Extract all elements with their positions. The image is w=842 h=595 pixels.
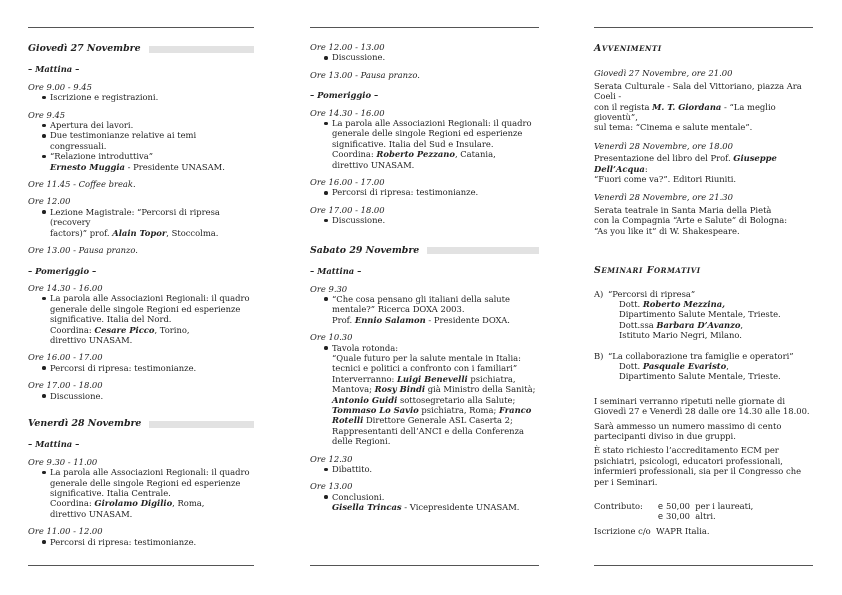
seminar-a: A) “Percorsi di ripresa” Dott. Roberto Mezzina, Dipartimento Salute Mentale, Trieste. Dott.ssa Barbara D’Avanzo, Istituto Mario Negri, Milano.: [594, 288, 781, 341]
speaker-name: Ernesto Muggia: [50, 161, 125, 172]
top-rule-left: [28, 27, 254, 28]
ecm-note: È stato richiesto l’accreditamento ECM per psichiatri, psicologi, educatori professionali, infermieri professionali, sia per il Congresso che per i Seminari.: [594, 445, 802, 487]
agenda-item: Lezione Magistrale: “Percorsi di ripresa (recovery factors)” prof. Alain Topor, Stoccolma.: [50, 207, 254, 238]
agenda-list: [310, 343, 539, 447]
time-slot: Ore 14.30 - 16.00: [310, 107, 385, 118]
agenda-item: Tavola rotonda: “Quale futuro per la salute mentale in Italia: tecnici e politici a confronto con i familiari” Interverranno: Luigi Benevelli psichiatra, Mantova; Rosy Bindi già Ministro della Sanità; Antonio Guidi sottosegretario alla Salute; Tommaso Lo Savio psichiatra, Roma; Franco Rotelli Direttore Generale ASL Caserta 2; Rappresentanti dell’ANCI e della Conferenza delle Regioni.: [332, 343, 539, 447]
speaker-name: Rosy Bindi: [374, 384, 426, 395]
agenda-list: [28, 207, 254, 238]
speaker-name: Franco: [498, 404, 532, 415]
agenda-list: [310, 215, 539, 225]
time-slot: Ore 9.45: [28, 109, 66, 120]
agenda-list: [310, 492, 539, 513]
program-column-1: [28, 44, 254, 547]
time-slot: Ore 13.00 - Pausa pranzo.: [28, 245, 138, 256]
speaker-name: Gisella Trincas: [332, 502, 402, 513]
agenda-list: [310, 294, 539, 325]
euro-symbol: e: [657, 501, 663, 511]
seminar-schedule-note: I seminari verranno ripetuti nelle giornate di Giovedì 27 e Venerdì 28 dalle ore 14.30 alle 18.00.: [594, 395, 810, 417]
time-slot: Ore 11.00 - 12.00: [28, 526, 103, 537]
time-slot: Ore 13.00: [310, 481, 353, 492]
fee-graduates: 50,00 per i laureati,: [666, 501, 754, 511]
day-heading-bar: [427, 247, 539, 254]
agenda-item: “Relazione introduttiva” Ernesto Muggia - Presidente UNASAM.: [50, 151, 254, 172]
speaker-name: Roberto Mezzina,: [642, 298, 726, 309]
agenda-item: Discussione.: [50, 391, 254, 401]
day-heading-thursday: Giovedì 27 Novembre: [28, 44, 254, 54]
bottom-rule-middle: [310, 565, 539, 566]
time-slot: Ore 14.30 - 16.00: [28, 282, 103, 293]
session-label: – Mattina –: [28, 64, 80, 75]
speaker-name: Barbara D’Avanzo: [656, 319, 741, 330]
agenda-list: [28, 293, 254, 345]
agenda-item: Dibattito.: [332, 464, 539, 474]
speaker-name: Luigi Benevelli: [397, 373, 468, 384]
bottom-rule-left: [28, 565, 254, 566]
speaker-name: Ennio Salamon: [354, 314, 426, 325]
event-description: Presentazione del libro del Prof. Giuseppe Dell’Acqua: “Fuori come va?”. Editori Riuniti.: [594, 153, 777, 185]
agenda-item: Conclusioni. Gisella Trincas - Vicepresidente UNASAM.: [332, 492, 539, 513]
time-slot: Ore 11.45 - Coffee break.: [28, 179, 136, 190]
fee-others: 30,00 altri.: [666, 511, 716, 522]
agenda-list: [310, 464, 539, 474]
time-slot: Ore 12.30: [310, 453, 353, 464]
agenda-item: La parola alle Associazioni Regionali: il quadro generale delle singole Regioni ed esperienze significative. Italia del Sud e Insulare. Coordina: Roberto Pezzano, Catania, direttivo UNASAM.: [332, 118, 539, 170]
session-label: – Mattina –: [28, 439, 80, 450]
top-rule-right: [594, 27, 813, 28]
time-slot: Ore 16.00 - 17.00: [28, 352, 103, 363]
seminar-b: B) “La collaborazione tra famiglie e operatori” Dott. Pasquale Evaristo, Dipartimento Salute Mentale, Trieste.: [594, 350, 794, 382]
events-heading: Avvenimenti: [594, 43, 662, 54]
speaker-name: Girolamo Digilio: [94, 498, 173, 509]
day-heading-bar: [149, 421, 254, 428]
registration-note: Iscrizione c/o WAPR Italia.: [594, 525, 710, 536]
day-heading-saturday: Sabato 29 Novembre: [310, 246, 539, 256]
agenda-list: [28, 537, 254, 547]
speaker-name: Giuseppe Dell’Acqua: [594, 153, 777, 174]
agenda-item: La parola alle Associazioni Regionali: il quadro generale delle singole Regioni ed esperienze significative. Italia Centrale. Coordina: Girolamo Digilio, Roma, direttivo UNASAM.: [50, 467, 254, 519]
speaker-name: Tommaso Lo Savio: [332, 404, 419, 415]
time-slot: Ore 13.00 - Pausa pranzo.: [310, 69, 420, 80]
session-label: – Mattina –: [310, 266, 362, 277]
agenda-item: Discussione.: [332, 215, 539, 225]
agenda-list: [28, 391, 254, 401]
program-column-2: [310, 42, 539, 513]
agenda-item: La parola alle Associazioni Regionali: il quadro generale delle singole Regioni ed esperienze significative. Italia del Nord. Coordina: Cesare Picco, Torino, direttivo UNASAM.: [50, 293, 254, 345]
euro-symbol: e: [657, 511, 663, 522]
info-column: [594, 44, 816, 536]
fee-label: Contributo:: [594, 501, 643, 511]
day-heading-bar: [149, 46, 254, 53]
event-description: Serata teatrale in Santa Maria della Pietà con la Compagnia “Arte e Salute” di Bologna: “As you like it” di W. Shakespeare.: [594, 204, 788, 236]
agenda-list: [28, 363, 254, 373]
seminars-heading: Seminari Formativi: [594, 265, 701, 277]
speaker-name: Antonio Guidi: [332, 394, 398, 405]
speaker-name: Alain Topor: [112, 227, 167, 238]
agenda-item: Percorsi di ripresa: testimonianze.: [50, 537, 254, 547]
time-slot: Ore 12.00: [28, 196, 71, 207]
agenda-item: Discussione.: [332, 52, 539, 62]
agenda-item: Due testimonianze relative ai temi congressuali.: [50, 130, 254, 151]
agenda-list: [28, 467, 254, 519]
agenda-item: Apertura dei lavori.: [50, 120, 254, 130]
speaker-name: Cesare Picco: [94, 324, 155, 335]
time-slot: Ore 10.30: [310, 332, 353, 343]
participants-note: Sarà ammesso un numero massimo di cento partecipanti diviso in due gruppi.: [594, 420, 782, 441]
time-slot: Ore 17.00 - 18.00: [310, 204, 385, 215]
speaker-name: M. T. Giordana: [652, 101, 722, 112]
time-slot: Ore 9.30 - 11.00: [28, 456, 98, 467]
agenda-list: [310, 52, 539, 62]
agenda-list: [310, 118, 539, 170]
bottom-rule-right: [594, 565, 813, 566]
session-label: – Pomeriggio –: [310, 90, 379, 101]
event-description: Serata Culturale - Sala del Vittoriano, piazza Ara Coeli - con il regista M. T. Giordana - “La meglio gioventù”, sul tema: “Cinema e salute mentale”.: [594, 80, 802, 133]
speaker-name: Roberto Pezzano: [376, 149, 455, 160]
event-date: Giovedì 27 Novembre, ore 21.00: [594, 68, 733, 79]
agenda-list: [28, 120, 254, 172]
fee-table: [594, 501, 816, 522]
session-label: – Pomeriggio –: [28, 265, 97, 276]
agenda-item: Iscrizione e registrazioni.: [50, 92, 254, 102]
agenda-list: [310, 187, 539, 197]
time-slot: Ore 12.00 - 13.00: [310, 42, 385, 52]
agenda-item: Percorsi di ripresa: testimonianze.: [332, 187, 539, 197]
agenda-list: [28, 92, 254, 102]
top-rule-middle: [310, 27, 539, 28]
speaker-name: Rotelli: [332, 415, 364, 426]
event-date: Venerdì 28 Novembre, ore 18.00: [594, 140, 733, 151]
time-slot: Ore 9.00 - 9.45: [28, 81, 92, 92]
day-heading-friday: Venerdì 28 Novembre: [28, 419, 254, 429]
speaker-name: Pasquale Evaristo: [642, 360, 727, 371]
agenda-item: “Che cosa pensano gli italiani della salute mentale?” Ricerca DOXA 2003. Prof. Ennio Salamon - Presidente DOXA.: [332, 294, 539, 325]
time-slot: Ore 9.30: [310, 283, 348, 294]
time-slot: Ore 16.00 - 17.00: [310, 177, 385, 188]
agenda-item: Percorsi di ripresa: testimonianze.: [50, 363, 254, 373]
event-date: Venerdì 28 Novembre, ore 21.30: [594, 192, 733, 203]
time-slot: Ore 17.00 - 18.00: [28, 380, 103, 391]
